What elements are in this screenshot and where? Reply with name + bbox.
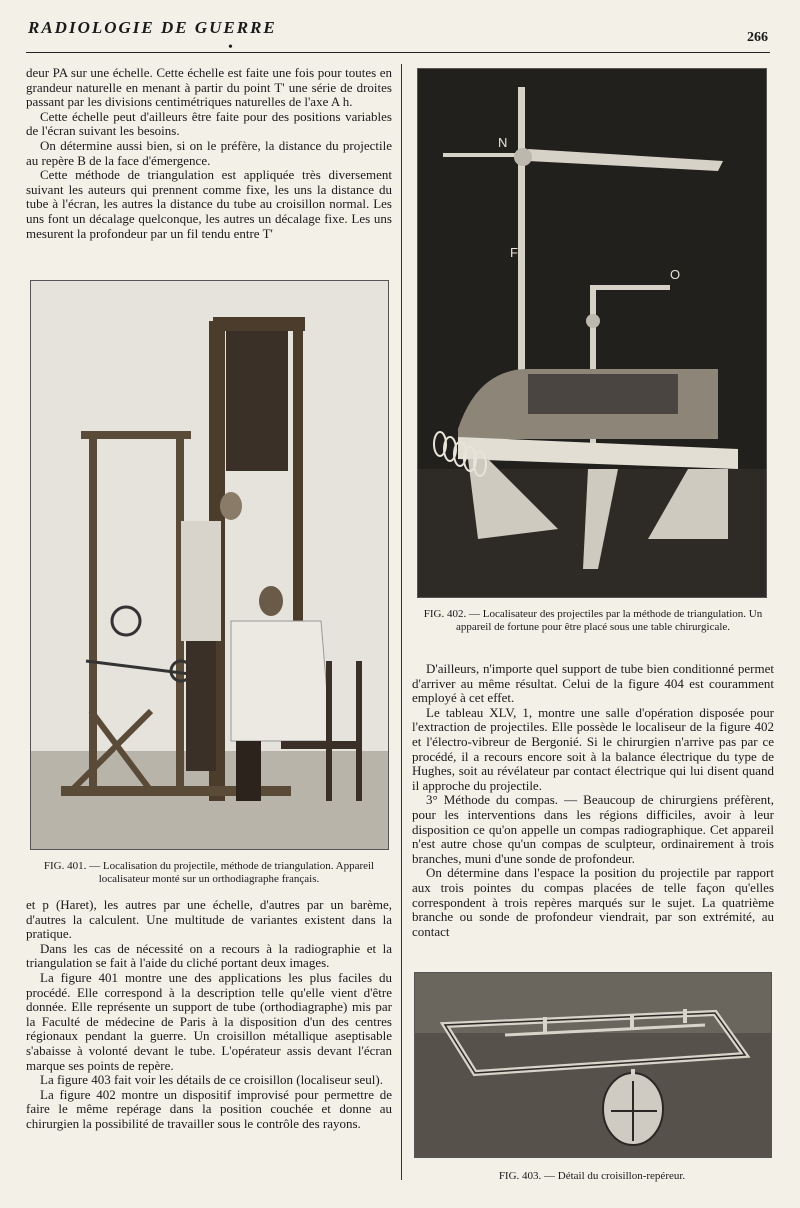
- caption-text: — Localisateur des projectiles par la méthode de triangulation. Un appareil de fortune pour être placé sous une table chirurgicale.: [455, 608, 763, 633]
- column-divider: [401, 64, 402, 1180]
- paragraph: Cette méthode de triangulation est appliquée très diversement suivant les auteurs qui prennent comme fixe, les uns la distance du tube à l'écran, les autres la distance du tube au croisillon normal. Les uns font un décalage quelconque, les autres un décalage fixe. Les uns mesurent la profondeur par un fil tendu entre T': [26, 167, 392, 241]
- col2-middle-text: [412, 662, 774, 939]
- photo-label-f: F: [510, 245, 518, 260]
- photo-label-n: N: [498, 135, 508, 150]
- figure-403-photo: [414, 972, 772, 1158]
- col1-bottom-text: [26, 898, 392, 1132]
- paragraph: et p (Haret), les autres par une échelle, d'autres par un barème, d'autres la calculent. Une multitude de variantes existent dans la pratique.: [26, 897, 392, 942]
- header-rule: [26, 52, 770, 53]
- header-ornament: •: [228, 40, 233, 55]
- paragraph: Le tableau XLV, 1, montre une salle d'opération disposée pour l'extraction de projectiles. Elle possède le localiseur de la figure 402 et l'électro-vibreur de Bergonié. Si le chirurgien n'arrive pas par ce procédé, il a recours encore soit à la balance électrique du type de Hughes, soit au révélateur par contact électrique qui lui disent quand il approche du projectile.: [412, 704, 774, 793]
- paragraph: deur PA sur une échelle. Cette échelle est faite une fois pour toutes en grandeur naturelle en menant à partir du point T' une série de droites passant par les divisions centimétriques naturelles de l'axe A h.: [26, 65, 392, 110]
- page-number: 266: [747, 30, 768, 45]
- paragraph: On détermine dans l'espace la position du projectile par rapport aux trois pointes du compas placées de telle façon qu'elles correspondent à trois repères marqués sur le sujet. La quatrième branche ou sonde de profondeur viendrait, par son extrémité, au contact: [412, 865, 774, 939]
- figure-403-caption: [414, 1170, 770, 1183]
- figure-label: FIG. 403.: [498, 1170, 542, 1182]
- figure-label: FIG. 402.: [423, 608, 467, 620]
- paragraph: D'ailleurs, n'importe quel support de tube bien conditionné permet d'arriver au même résultat. Celui de la figure 404 est couramment employé à cet effet.: [412, 661, 774, 706]
- paragraph: 3° Méthode du compas. — Beaucoup de chirurgiens préfèrent, pour les interventions dans les régions difficiles, avoir à leur disposition ce qu'on appelle un compas radiographique. Cet appareil n'est autre chose qu'un compas de sculpteur, ordinairement à trois branches, muni d'une sonde de profondeur.: [412, 792, 774, 866]
- col1-top-text: [26, 66, 392, 241]
- photo-label-o: O: [670, 267, 681, 282]
- paragraph: Cette échelle peut d'ailleurs être faite pour des positions variables de l'écran suivant les besoins.: [26, 108, 392, 139]
- figure-label: FIG. 401.: [43, 860, 87, 872]
- caption-text: — Localisation du projectile, méthode de triangulation. Appareil localisateur monté sur un orthodiagraphe français.: [89, 860, 375, 885]
- paragraph: La figure 401 montre une des applications les plus faciles du procédé. Elle correspond à la description telle qu'elle vient d'être donnée. Elle représente un support de tube (orthodiagraphe) mis par la Faculté de médecine de Paris à la disposition d'un des centres régionaux pendant la guerre. Un croisillon métallique aseptisable s'abaisse à volonté devant le tube. L'opérateur assis devant l'écran marque ses points de repère.: [26, 969, 392, 1073]
- paragraph: Dans les cas de nécessité on a recours à la radiographie et la triangulation se fait à l'aide du cliché portant deux images.: [26, 940, 392, 971]
- caption-text: — Détail du croisillon-repéreur.: [544, 1170, 686, 1182]
- running-title: RADIOLOGIE DE GUERRE: [28, 18, 277, 37]
- figure-401-caption: [28, 860, 390, 885]
- figure-401-photo: [30, 280, 389, 850]
- paragraph: On détermine aussi bien, si on le préfère, la distance du projectile au repère B de la face d'émergence.: [26, 137, 392, 168]
- figure-402-caption: [413, 608, 773, 633]
- paragraph: La figure 402 montre un dispositif improvisé pour permettre de faire le même repérage dans la position couchée et donne au chirurgien la possibilité de travailler sous le contrôle des rayons.: [26, 1086, 392, 1131]
- figure-402-photo: [417, 68, 767, 598]
- paragraph: La figure 403 fait voir les détails de ce croisillon (localiseur seul).: [40, 1072, 383, 1088]
